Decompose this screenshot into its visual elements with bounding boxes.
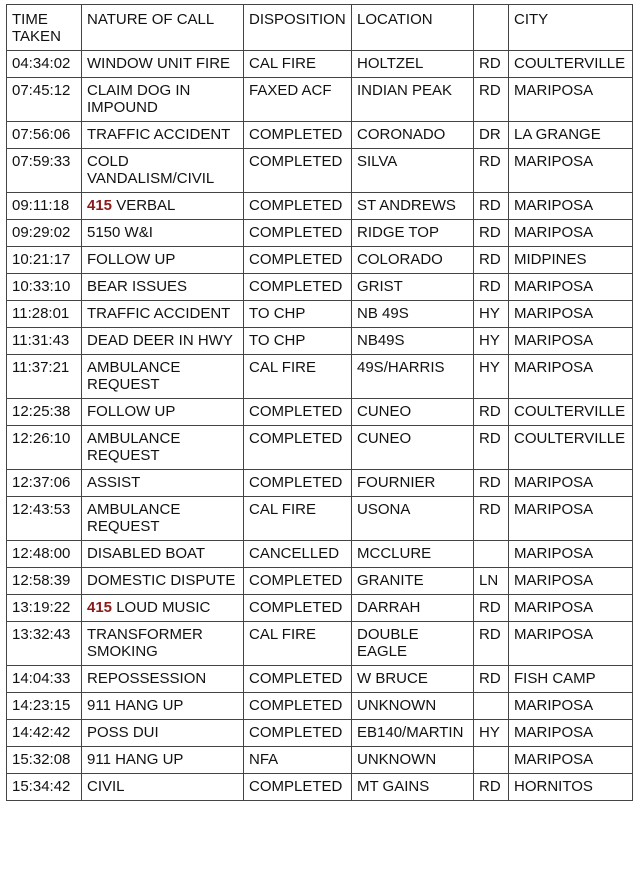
- time-cell: 11:37:21: [7, 355, 82, 399]
- suffix-cell: RD: [474, 274, 509, 301]
- time-cell: 09:11:18: [7, 193, 82, 220]
- call-code: 415: [87, 599, 113, 616]
- nature-text: AMBULANCE REQUEST: [87, 430, 181, 464]
- nature-cell: [82, 497, 244, 541]
- time-cell: 10:33:10: [7, 274, 82, 301]
- nature-cell: [82, 274, 244, 301]
- time-cell: 15:34:42: [7, 774, 82, 801]
- city-cell: HORNITOS: [509, 774, 633, 801]
- disposition-cell: COMPLETED: [244, 193, 352, 220]
- header-time-taken: TIME TAKEN: [7, 5, 82, 51]
- disposition-cell: COMPLETED: [244, 220, 352, 247]
- suffix-cell: RD: [474, 470, 509, 497]
- suffix-cell: RD: [474, 622, 509, 666]
- suffix-cell: RD: [474, 247, 509, 274]
- city-cell: MARIPOSA: [509, 274, 633, 301]
- table-row: [7, 301, 633, 328]
- nature-text: DEAD DEER IN HWY: [87, 332, 233, 349]
- table-body: [7, 51, 633, 801]
- nature-text: CLAIM DOG IN IMPOUND: [87, 82, 191, 116]
- city-cell: MARIPOSA: [509, 149, 633, 193]
- disposition-cell: COMPLETED: [244, 470, 352, 497]
- disposition-cell: COMPLETED: [244, 568, 352, 595]
- city-cell: MARIPOSA: [509, 193, 633, 220]
- table-row: [7, 220, 633, 247]
- nature-cell: [82, 666, 244, 693]
- nature-text: WINDOW UNIT FIRE: [87, 55, 231, 72]
- location-cell: RIDGE TOP: [352, 220, 474, 247]
- location-cell: MCCLURE: [352, 541, 474, 568]
- suffix-cell: RD: [474, 426, 509, 470]
- nature-cell: [82, 774, 244, 801]
- city-cell: MARIPOSA: [509, 328, 633, 355]
- city-cell: MIDPINES: [509, 247, 633, 274]
- table-row: [7, 541, 633, 568]
- city-cell: MARIPOSA: [509, 301, 633, 328]
- disposition-cell: COMPLETED: [244, 122, 352, 149]
- location-cell: CORONADO: [352, 122, 474, 149]
- location-cell: UNKNOWN: [352, 747, 474, 774]
- table-row: [7, 568, 633, 595]
- nature-cell: [82, 149, 244, 193]
- city-cell: MARIPOSA: [509, 622, 633, 666]
- table-row: [7, 774, 633, 801]
- city-cell: COULTERVILLE: [509, 51, 633, 78]
- table-header: [7, 5, 633, 51]
- disposition-cell: COMPLETED: [244, 274, 352, 301]
- suffix-cell: [474, 541, 509, 568]
- nature-cell: [82, 470, 244, 497]
- disposition-cell: NFA: [244, 747, 352, 774]
- disposition-cell: CAL FIRE: [244, 497, 352, 541]
- nature-cell: [82, 622, 244, 666]
- time-cell: 14:42:42: [7, 720, 82, 747]
- nature-text: TRANSFORMER SMOKING: [87, 626, 203, 660]
- suffix-cell: RD: [474, 149, 509, 193]
- nature-text: LOUD MUSIC: [112, 599, 211, 616]
- location-cell: SILVA: [352, 149, 474, 193]
- location-cell: HOLTZEL: [352, 51, 474, 78]
- time-cell: 12:26:10: [7, 426, 82, 470]
- suffix-cell: RD: [474, 666, 509, 693]
- disposition-cell: COMPLETED: [244, 774, 352, 801]
- city-cell: MARIPOSA: [509, 470, 633, 497]
- table-row: [7, 78, 633, 122]
- table-row: [7, 399, 633, 426]
- suffix-cell: HY: [474, 328, 509, 355]
- time-cell: 11:31:43: [7, 328, 82, 355]
- nature-text: VERBAL: [112, 197, 176, 214]
- location-cell: DARRAH: [352, 595, 474, 622]
- suffix-cell: RD: [474, 497, 509, 541]
- time-cell: 14:04:33: [7, 666, 82, 693]
- nature-text: REPOSSESSION: [87, 670, 207, 687]
- table-row: [7, 470, 633, 497]
- nature-cell: [82, 595, 244, 622]
- disposition-cell: TO CHP: [244, 301, 352, 328]
- table-row: [7, 122, 633, 149]
- disposition-cell: CAL FIRE: [244, 51, 352, 78]
- time-cell: 13:32:43: [7, 622, 82, 666]
- disposition-cell: CAL FIRE: [244, 355, 352, 399]
- location-cell: COLORADO: [352, 247, 474, 274]
- nature-text: POSS DUI: [87, 724, 159, 741]
- table-row: [7, 720, 633, 747]
- city-cell: MARIPOSA: [509, 747, 633, 774]
- header-city: CITY: [509, 5, 633, 51]
- city-cell: COULTERVILLE: [509, 399, 633, 426]
- disposition-cell: TO CHP: [244, 328, 352, 355]
- nature-cell: [82, 426, 244, 470]
- time-cell: 12:48:00: [7, 541, 82, 568]
- time-cell: 10:21:17: [7, 247, 82, 274]
- suffix-cell: HY: [474, 355, 509, 399]
- city-cell: MARIPOSA: [509, 497, 633, 541]
- nature-text: TRAFFIC ACCIDENT: [87, 305, 231, 322]
- nature-cell: [82, 220, 244, 247]
- nature-cell: [82, 247, 244, 274]
- table-row: [7, 149, 633, 193]
- table-row: [7, 328, 633, 355]
- time-cell: 12:43:53: [7, 497, 82, 541]
- city-cell: MARIPOSA: [509, 220, 633, 247]
- time-cell: 15:32:08: [7, 747, 82, 774]
- location-cell: FOURNIER: [352, 470, 474, 497]
- disposition-cell: COMPLETED: [244, 399, 352, 426]
- time-cell: 07:56:06: [7, 122, 82, 149]
- location-cell: CUNEO: [352, 426, 474, 470]
- nature-cell: [82, 747, 244, 774]
- table-row: [7, 193, 633, 220]
- table-row: [7, 51, 633, 78]
- time-cell: 09:29:02: [7, 220, 82, 247]
- disposition-cell: COMPLETED: [244, 247, 352, 274]
- disposition-cell: CAL FIRE: [244, 622, 352, 666]
- suffix-cell: RD: [474, 51, 509, 78]
- nature-text: FOLLOW UP: [87, 403, 176, 420]
- location-cell: DOUBLE EAGLE: [352, 622, 474, 666]
- location-cell: 49S/HARRIS: [352, 355, 474, 399]
- suffix-cell: RD: [474, 220, 509, 247]
- location-cell: GRANITE: [352, 568, 474, 595]
- table-row: [7, 693, 633, 720]
- nature-cell: [82, 193, 244, 220]
- header-disposition: DISPOSITION: [244, 5, 352, 51]
- city-cell: LA GRANGE: [509, 122, 633, 149]
- nature-cell: [82, 720, 244, 747]
- table-row: [7, 426, 633, 470]
- nature-text: 911 HANG UP: [87, 697, 184, 714]
- nature-text: DISABLED BOAT: [87, 545, 206, 562]
- nature-text: ASSIST: [87, 474, 141, 491]
- nature-text: DOMESTIC DISPUTE: [87, 572, 236, 589]
- city-cell: MARIPOSA: [509, 693, 633, 720]
- header-location: LOCATION: [352, 5, 474, 51]
- nature-text: AMBULANCE REQUEST: [87, 359, 181, 393]
- time-cell: 07:59:33: [7, 149, 82, 193]
- city-cell: MARIPOSA: [509, 541, 633, 568]
- location-cell: INDIAN PEAK: [352, 78, 474, 122]
- location-cell: EB140/MARTIN: [352, 720, 474, 747]
- disposition-cell: CANCELLED: [244, 541, 352, 568]
- suffix-cell: DR: [474, 122, 509, 149]
- city-cell: FISH CAMP: [509, 666, 633, 693]
- location-cell: NB 49S: [352, 301, 474, 328]
- location-cell: GRIST: [352, 274, 474, 301]
- city-cell: COULTERVILLE: [509, 426, 633, 470]
- location-cell: USONA: [352, 497, 474, 541]
- table-row: [7, 355, 633, 399]
- location-cell: UNKNOWN: [352, 693, 474, 720]
- disposition-cell: COMPLETED: [244, 595, 352, 622]
- nature-cell: [82, 541, 244, 568]
- table-row: [7, 595, 633, 622]
- table-row: [7, 497, 633, 541]
- location-cell: CUNEO: [352, 399, 474, 426]
- suffix-cell: RD: [474, 78, 509, 122]
- location-cell: ST ANDREWS: [352, 193, 474, 220]
- suffix-cell: HY: [474, 301, 509, 328]
- table-row: [7, 247, 633, 274]
- nature-text: 911 HANG UP: [87, 751, 184, 768]
- table-row: [7, 747, 633, 774]
- nature-cell: [82, 301, 244, 328]
- suffix-cell: RD: [474, 193, 509, 220]
- city-cell: MARIPOSA: [509, 78, 633, 122]
- header-row: [7, 5, 633, 51]
- city-cell: MARIPOSA: [509, 355, 633, 399]
- suffix-cell: [474, 747, 509, 774]
- nature-cell: [82, 568, 244, 595]
- disposition-cell: COMPLETED: [244, 666, 352, 693]
- suffix-cell: [474, 693, 509, 720]
- table-row: [7, 274, 633, 301]
- suffix-cell: HY: [474, 720, 509, 747]
- nature-cell: [82, 78, 244, 122]
- table-row: [7, 666, 633, 693]
- disposition-cell: FAXED ACF: [244, 78, 352, 122]
- suffix-cell: RD: [474, 595, 509, 622]
- nature-cell: [82, 693, 244, 720]
- time-cell: 12:37:06: [7, 470, 82, 497]
- location-cell: NB49S: [352, 328, 474, 355]
- nature-text: COLD VANDALISM/CIVIL: [87, 153, 215, 187]
- table-row: [7, 622, 633, 666]
- nature-cell: [82, 51, 244, 78]
- city-cell: MARIPOSA: [509, 720, 633, 747]
- nature-text: TRAFFIC ACCIDENT: [87, 126, 231, 143]
- suffix-cell: RD: [474, 399, 509, 426]
- time-cell: 11:28:01: [7, 301, 82, 328]
- disposition-cell: COMPLETED: [244, 149, 352, 193]
- nature-text: BEAR ISSUES: [87, 278, 188, 295]
- header-nature-of-call: NATURE OF CALL: [82, 5, 244, 51]
- nature-cell: [82, 328, 244, 355]
- nature-text: CIVIL: [87, 778, 125, 795]
- nature-cell: [82, 399, 244, 426]
- nature-text: FOLLOW UP: [87, 251, 176, 268]
- time-cell: 14:23:15: [7, 693, 82, 720]
- call-code: 415: [87, 197, 113, 214]
- time-cell: 04:34:02: [7, 51, 82, 78]
- disposition-cell: COMPLETED: [244, 720, 352, 747]
- location-cell: W BRUCE: [352, 666, 474, 693]
- time-cell: 12:58:39: [7, 568, 82, 595]
- nature-cell: [82, 122, 244, 149]
- nature-cell: [82, 355, 244, 399]
- nature-text: AMBULANCE REQUEST: [87, 501, 181, 535]
- suffix-cell: RD: [474, 774, 509, 801]
- time-cell: 07:45:12: [7, 78, 82, 122]
- location-cell: MT GAINS: [352, 774, 474, 801]
- time-cell: 13:19:22: [7, 595, 82, 622]
- header-street-suffix: [474, 5, 509, 51]
- city-cell: MARIPOSA: [509, 568, 633, 595]
- disposition-cell: COMPLETED: [244, 426, 352, 470]
- suffix-cell: LN: [474, 568, 509, 595]
- city-cell: MARIPOSA: [509, 595, 633, 622]
- time-cell: 12:25:38: [7, 399, 82, 426]
- disposition-cell: COMPLETED: [244, 693, 352, 720]
- nature-text: 5150 W&I: [87, 224, 153, 241]
- call-log-table: [6, 4, 633, 801]
